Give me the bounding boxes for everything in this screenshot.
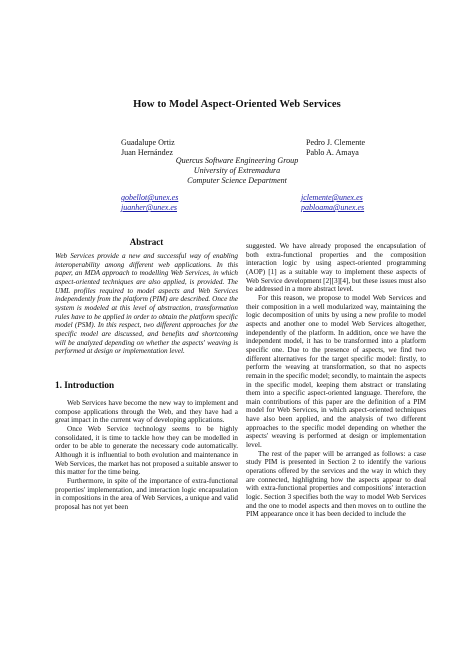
- email-link[interactable]: juanher@unex.es: [121, 203, 178, 212]
- affiliation-line: University of Extremadura: [193, 166, 281, 175]
- abstract-heading: Abstract: [129, 237, 164, 247]
- abstract-text: [55, 252, 238, 356]
- email-link[interactable]: jclemente@unex.es: [301, 193, 363, 202]
- section-heading: 1. Introduction: [55, 380, 115, 390]
- body-paragraph: Once Web Service technology seems to be highly consolidated, it is time to tackle how they can be modelled in order to be able to generate the necessary code automatically. Although it is influential to both evolution and maintenance in Web Services, the market has not proposed a suitable answer to this matter for the time being.: [55, 424, 238, 477]
- affiliation-line: Quercus Software Engineering Group: [175, 156, 299, 165]
- author-name: Pedro J. Clemente: [306, 138, 366, 147]
- body-paragraph: Web Services have become the new way to implement and compose applications through the Web, and they have had a great impact in the current way of developing applications.: [55, 399, 238, 425]
- email-link[interactable]: pabloama@unex.es: [301, 203, 365, 212]
- affiliation-line: Computer Science Department: [187, 176, 287, 185]
- body-paragraph: Furthermore, in spite of the importance of extra-functional properties' implementation, and interaction logic encapsulation in compositions in the area of Web Services, a unique and valid proposal has not yet been: [55, 476, 238, 511]
- author-name: Pablo A. Amaya: [306, 148, 359, 157]
- body-paragraph: For this reason, we propose to model Web Services and their composition in a well modularized way, maintaining the logic decomposition of units by using a new profile to model aspects and another one to model Web Services altogether, independently of the platform. In addition, once we have the independent model, it has to be transformed into a platform specific one. Due to the presence of aspects, we find two different alternatives for the target specific model: firstly, to perform the weaving at transformation, so that no aspects remain in the specific model; secondly, to maintain the aspects in the specific model, keeping them abstract or translating them into a specific aspect-oriented language. Therefore, the main contributions of this paper are the definition of a PIM model for Web Services, in which aspect-oriented techniques have also been applied, and the analysis of two different approaches to the specific model depending on whether the aspects' weaving is performed at design or implementation level.: [246, 293, 426, 450]
- paper-title: How to Model Aspect-Oriented Web Services: [133, 99, 341, 110]
- body-paragraph: suggested. We have already proposed the encapsulation of both extra-functional properties and the composition interaction logic by using aspect-oriented programming (AOP) [1] as a suitable way to implement these aspects of Web Service development [2][3][4], but these issues must also be addressed in a more abstract level.: [246, 242, 426, 294]
- affiliation: [0, 156, 474, 186]
- introduction-text: [55, 399, 238, 512]
- right-column-text: [246, 242, 426, 519]
- author-name: Guadalupe Ortiz: [121, 138, 175, 147]
- author-name: Juan Hernández: [121, 148, 173, 157]
- email-link[interactable]: gobellot@unex.es: [121, 193, 179, 202]
- authors-left: [121, 138, 175, 158]
- authors-right: [306, 138, 365, 158]
- abstract-paragraph: Web Services provide a new and successful way of enabling interoperability among different web applications. In this paper, an MDA approach to modelling Web Services, in which aspect-oriented techniques are also applied, is provided. The UML profiles required to model aspects and Web Services independently from the platform (PIM) are described. Once the system is modeled at this level of abstraction, transformation rules have to be applied in order to obtain the platform specific model (PSM). In this respect, two different approaches for the specific model are discussed, and benefits and shortcoming will be analyzed depending on whether the aspects' weaving is performed at design or implementation level.: [55, 252, 238, 356]
- body-paragraph: The rest of the paper will be arranged as follows: a case study PIM is presented in Section 2 to identify the various operations offered by the services and the way in which they are connected, highlighting how the aspects appear to deal with extra-functional properties and compositions' interaction logic. Section 3 specifies both the way to model Web Services and the one to model aspects and then moves on to outline the PIM appearance once it has been decided to include the: [246, 449, 426, 519]
